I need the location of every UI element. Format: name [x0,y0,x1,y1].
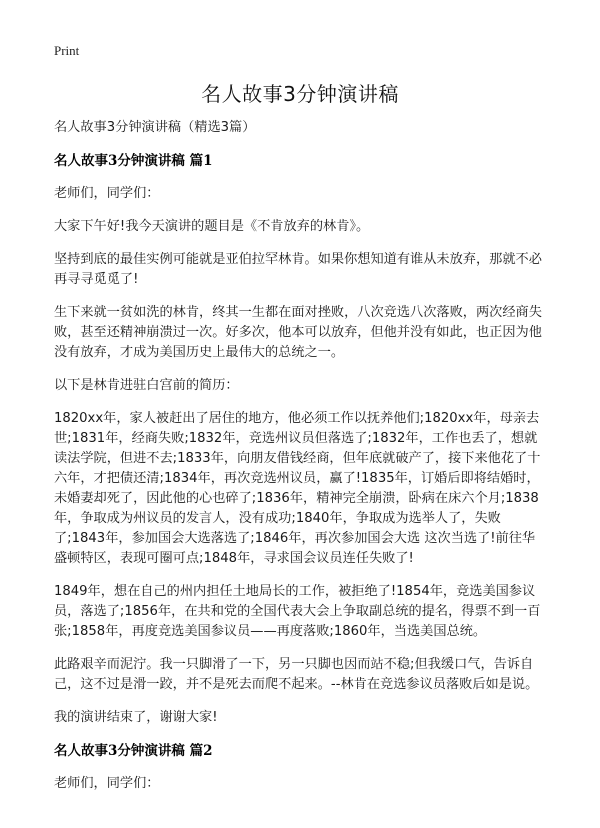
body-paragraph: 以下是林肯进驻白宫前的简历： [54,378,239,393]
greeting-paragraph: 老师们，同学们： [54,776,160,791]
body-paragraph: 坚持到底的最佳实例可能就是亚伯拉罕林肯。如果你想知道有谁从未放弃，那就不必再寻寻觅觅了! [54,252,542,287]
document-body [54,118,548,807]
quote-paragraph: 此路艰辛而泥泞。我一只脚滑了一下，另一只脚也因而站不稳;但我缓口气，告诉自己，这不过是滑一跤，并不是死去而爬不起来。--林肯在竞选参议员落败后如是说。 [54,657,539,692]
section-1 [54,151,548,728]
print-link[interactable]: Print [54,43,80,58]
intro-paragraph: 大家下午好!我今天演讲的题目是《不肯放弃的林肯》。 [54,219,370,234]
closing-paragraph: 我的演讲结束了，谢谢大家! [54,710,218,725]
section-heading: 名人故事3分钟演讲稿 篇2 [54,743,213,759]
document-subtitle: 名人故事3分钟演讲稿（精选3篇） [54,120,256,135]
section-2 [54,741,548,794]
greeting-paragraph: 老师们，同学们： [54,186,160,201]
timeline-paragraph: 1849年，想在自己的州内担任土地局长的工作，被拒绝了!1854年，竞选美国参议员，落选了;1856年，在共和党的全国代表大会上争取副总统的提名，得票不到一百张;1858年，再度竞选美国参议员——再度落败;1860年，当选美国总统。 [54,584,541,639]
timeline-paragraph: 1820xx年，家人被赶出了居住的地方，他必须工作以抚养他们;1820xx年，母亲去世;1831年，经商失败;1832年，竞选州议员但落选了;1832年，工作也丢了，想就读法学院，但进不去;1833年，向朋友借钱经商，但年底就破产了，接下来他花了十六年，才把债还清;1834年，再次竞选州议员，赢了!1835年，订婚后即将结婚时，未婚妻却死了，因此他的心也碎了;1836年，精神完全崩溃，卧病在床六个月;1838年，争取成为州议员的发言人，没有成功;1840年，争取成为选举人了，失败了;1843年，参加国会大选落选了;1846年，再次参加国会大选 这次当选了!前往华盛顿特区，表现可圈可点;1848年，寻求国会议员连任失败了! [54,411,541,566]
page-title: 名人故事3分钟演讲稿 [201,82,399,106]
section-heading: 名人故事3分钟演讲稿 篇1 [54,153,213,169]
body-paragraph: 生下来就一贫如洗的林肯，终其一生都在面对挫败，八次竞选八次落败，两次经商失败，甚至还精神崩溃过一次。好多次，他本可以放弃，但他并没有如此，也正因为他没有放弃，才成为美国历史上最伟大的总统之一。 [54,305,542,360]
